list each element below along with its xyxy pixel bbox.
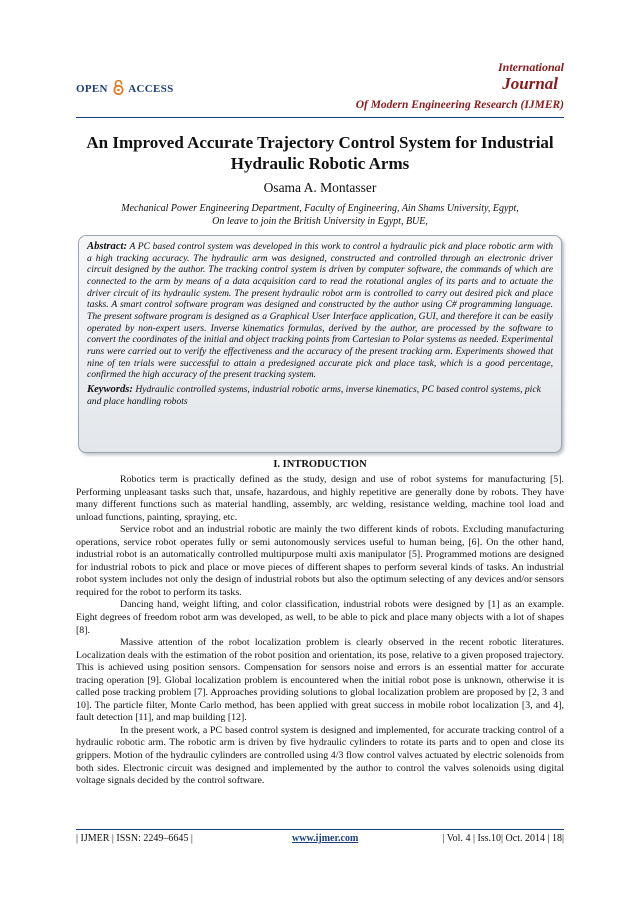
open-access-logo	[76, 80, 174, 95]
paper-title: An Improved Accurate Trajectory Control System for Industrial Hydraulic Robotic Arms	[86, 133, 554, 173]
journal-name-line1: International	[497, 60, 564, 74]
paragraph: In the present work, a PC based control system is designed and implemented, for accurate tracking control of a hydraulic robotic arm. The robotic arm is driven by five hydraulic cylinders to rotate its parts and to open and close its grippers. Motion of the hydraulic cylinders are controlled using 4/3 flow control valves actuated by electric solenoids from both sides. Electronic circuit was designed and implemented by the author to control the valves solenoids using digital voltage signals decided by the control software.	[76, 724, 564, 787]
affiliation-line2: On leave to join the British University in Egypt, BUE,	[212, 216, 428, 227]
section-heading: I. INTRODUCTION	[273, 459, 367, 470]
abstract-text: A PC based control system was developed in this work to control a hydraulic pick and place robotic arm with a high tracking accuracy. The hydraulic arm was designed, constructed and controlled through an electronic driver circuit designed by the author. The tracking control system is driven by computer software, the commands of which are connected to the arm by means of a data acquisition card to read the rotational angles of its parts and to actuate the driver circuit of its hydraulic system. The present hydraulic robot arm is controlled to carry out desired pick and place tasks. A smart control software program was designed and constructed by the author using C# programming language. The present software program is designed as a Graphical User Interface application, GUI, and therefore it can be easily operated by non-expert users. Inverse kinematics formulas, derived by the author, are processed by the software to convert the coordinates of the initial and object tracking points from Cartesian to Polar systems as needed. Experimental runs were carried out to verify the effectiveness and the accuracy of the present tracking arm. Experiments showed that nine of ten trials were successful to attain a predesigned accurate pick and place task, which is a good percentage, confirmed the high accuracy of the present tracking system.	[87, 241, 554, 381]
paragraph: Dancing hand, weight lifting, and color classification, industrial robots were designed by [1] as an example. Eight degrees of freedom robot arm was developed, as well, to be able to pick and place many objects with a lot of shapes [8].	[76, 599, 564, 636]
affiliation-line1: Mechanical Power Engineering Department, Faculty of Engineering, Ain Shams University, Egypt,	[121, 203, 519, 214]
introduction-body	[76, 474, 564, 788]
footer-issn: | IJMER | ISSN: 2249–6645 |	[76, 833, 193, 844]
keywords-label: Keywords:	[87, 383, 133, 395]
paragraph: Robotics term is practically defined as the study, design and use of robot systems for manufacturing [5]. Performing unpleasant tasks such that, unsafe, hazardous, and highly repetitive are generally done by robots. They have many different functions such as material handling, assembly, arc welding, resistance welding, machine tool load and unload functions, painting, spraying, etc.	[76, 474, 564, 523]
paragraph: Massive attention of the robot localization problem is clearly observed in the recent robotic literatures. Localization deals with the estimation of the robot position and orientation, its pose, relative to a given proposed trajectory. This is achieved using position sensors. Compensation for sensors noise and errors is an essential matter for accurate tracing operation [9]. Global localization problem is encountered when the initial robot pose is unknown, otherwise it is called pose tracking problem [7]. Approaches providing solutions to global localization problem are proposed by [2, 3 and 10]. The particle filter, Monte Carlo method, has been applied with great success in mobile robot localization [3, and 4], fault detection [11], and map building [12].	[76, 637, 564, 724]
abstract-label: Abstract:	[87, 241, 128, 252]
footer-volume-page: | Vol. 4 | Iss.10| Oct. 2014 | 18|	[442, 833, 564, 844]
header-rule	[76, 117, 564, 118]
page-footer	[76, 833, 564, 847]
journal-name-line2: Journal	[502, 74, 558, 93]
affiliation	[76, 202, 564, 228]
journal-website-link[interactable]: www.ijmer.com	[292, 833, 359, 844]
keywords	[87, 384, 553, 407]
author-name: Osama A. Montasser	[263, 180, 377, 195]
journal-header	[76, 58, 564, 114]
keywords-text: Hydraulic controlled systems, industrial robotic arms, inverse kinematics, PC based control systems, pick and place handling robots	[87, 383, 541, 407]
journal-name-line3: Of Modern Engineering Research (IJMER)	[355, 99, 564, 111]
abstract-box	[78, 235, 562, 453]
open-label: OPEN	[76, 83, 108, 95]
open-lock-icon	[113, 80, 124, 95]
access-label: ACCESS	[128, 83, 174, 95]
paragraph: Service robot and an industrial robotic are mainly the two different kinds of robots. Excluding manufacturing operations, service robot operates fully or semi autonomously services useful to human being, [6]. On the other hand, industrial robot is an automatically controlled multipurpose multi axis manipulator [5]. Programmed motions are designed for industrial robots to pick and place or move pieces of different shapes to perform several kinds of tasks. An industrial robot system includes not only the design of industrial robots but also the optimum selecting of any devices and/or sensors required for the robot to perform its tasks.	[76, 524, 564, 598]
footer-rule	[76, 829, 564, 830]
abstract	[87, 241, 553, 381]
